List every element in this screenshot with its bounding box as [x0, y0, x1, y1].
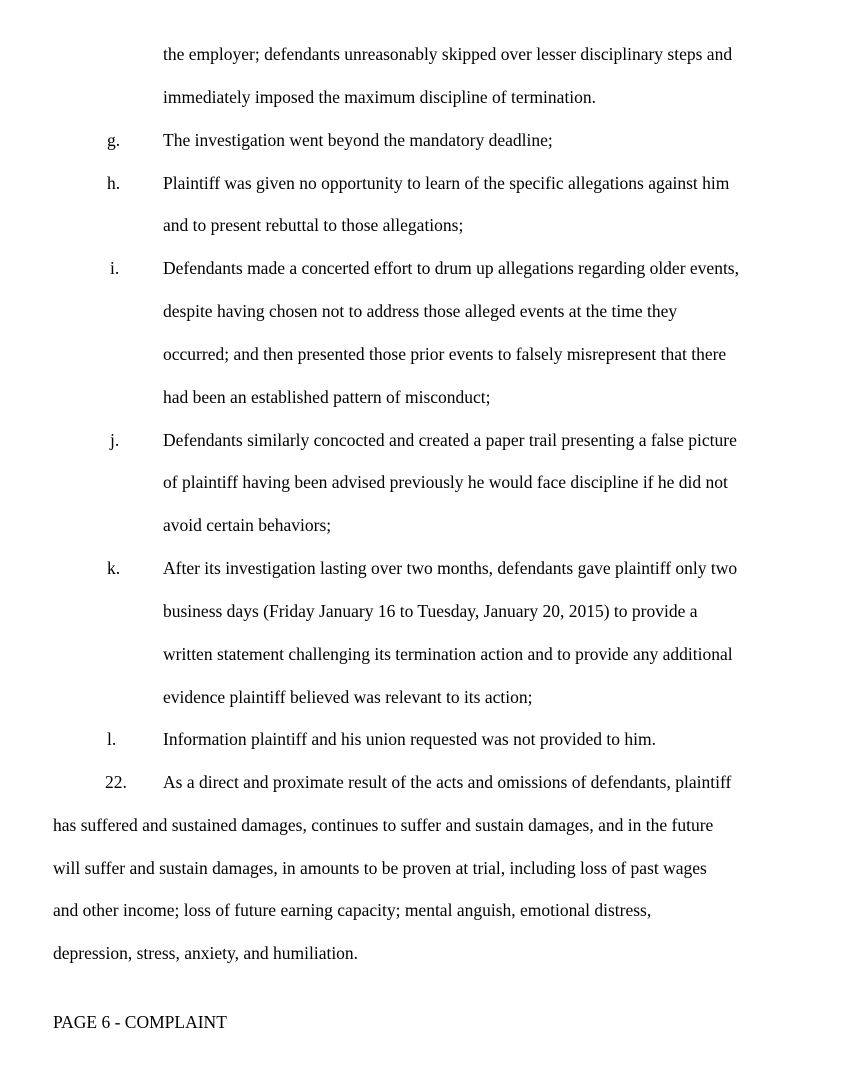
- list-item-line: occurred; and then presented those prior events to falsely misrepresent that there: [163, 344, 727, 364]
- paragraph-line: will suffer and sustain damages, in amounts to be proven at trial, including loss of past wages: [53, 858, 707, 878]
- paragraph-line: and other income; loss of future earning capacity; mental anguish, emotional distress,: [53, 900, 652, 920]
- list-item-marker: h.: [107, 173, 121, 193]
- list-item-marker: l.: [107, 729, 117, 749]
- list-item-line: evidence plaintiff believed was relevant to its action;: [163, 687, 533, 707]
- paragraph-number: 22.: [105, 772, 127, 792]
- list-item-line: Defendants made a concerted effort to drum up allegations regarding older events,: [163, 258, 739, 278]
- list-item-line: Information plaintiff and his union requested was not provided to him.: [163, 729, 656, 749]
- list-item-line: After its investigation lasting over two months, defendants gave plaintiff only two: [163, 558, 738, 578]
- list-item-line: Plaintiff was given no opportunity to learn of the specific allegations against him: [163, 173, 730, 193]
- list-item-marker: i.: [110, 258, 120, 278]
- paragraph-line: As a direct and proximate result of the acts and omissions of defendants, plaintiff: [163, 772, 732, 792]
- list-item-line: despite having chosen not to address those alleged events at the time they: [163, 301, 678, 321]
- continuation-line: the employer; defendants unreasonably skipped over lesser disciplinary steps and: [163, 44, 733, 64]
- list-item-line: business days (Friday January 16 to Tuesday, January 20, 2015) to provide a: [163, 601, 698, 621]
- list-item-line: of plaintiff having been advised previously he would face discipline if he did not: [163, 472, 728, 492]
- list-item-line: had been an established pattern of misconduct;: [163, 387, 491, 407]
- list-item-line: written statement challenging its termination action and to provide any additional: [163, 644, 733, 664]
- list-item-line: avoid certain behaviors;: [163, 515, 332, 535]
- list-item-line: Defendants similarly concocted and created a paper trail presenting a false picture: [163, 430, 737, 450]
- page-footer: PAGE 6 - COMPLAINT: [53, 1012, 227, 1032]
- list-item-marker: k.: [107, 558, 121, 578]
- list-item-marker: j.: [110, 430, 120, 450]
- list-item-marker: g.: [107, 130, 121, 150]
- paragraph-line: depression, stress, anxiety, and humiliation.: [53, 943, 359, 963]
- continuation-line: immediately imposed the maximum discipline of termination.: [163, 87, 597, 107]
- list-item-line: The investigation went beyond the mandatory deadline;: [163, 130, 553, 150]
- paragraph-line: has suffered and sustained damages, continues to suffer and sustain damages, and in the future: [53, 815, 714, 835]
- list-item-line: and to present rebuttal to those allegations;: [163, 215, 464, 235]
